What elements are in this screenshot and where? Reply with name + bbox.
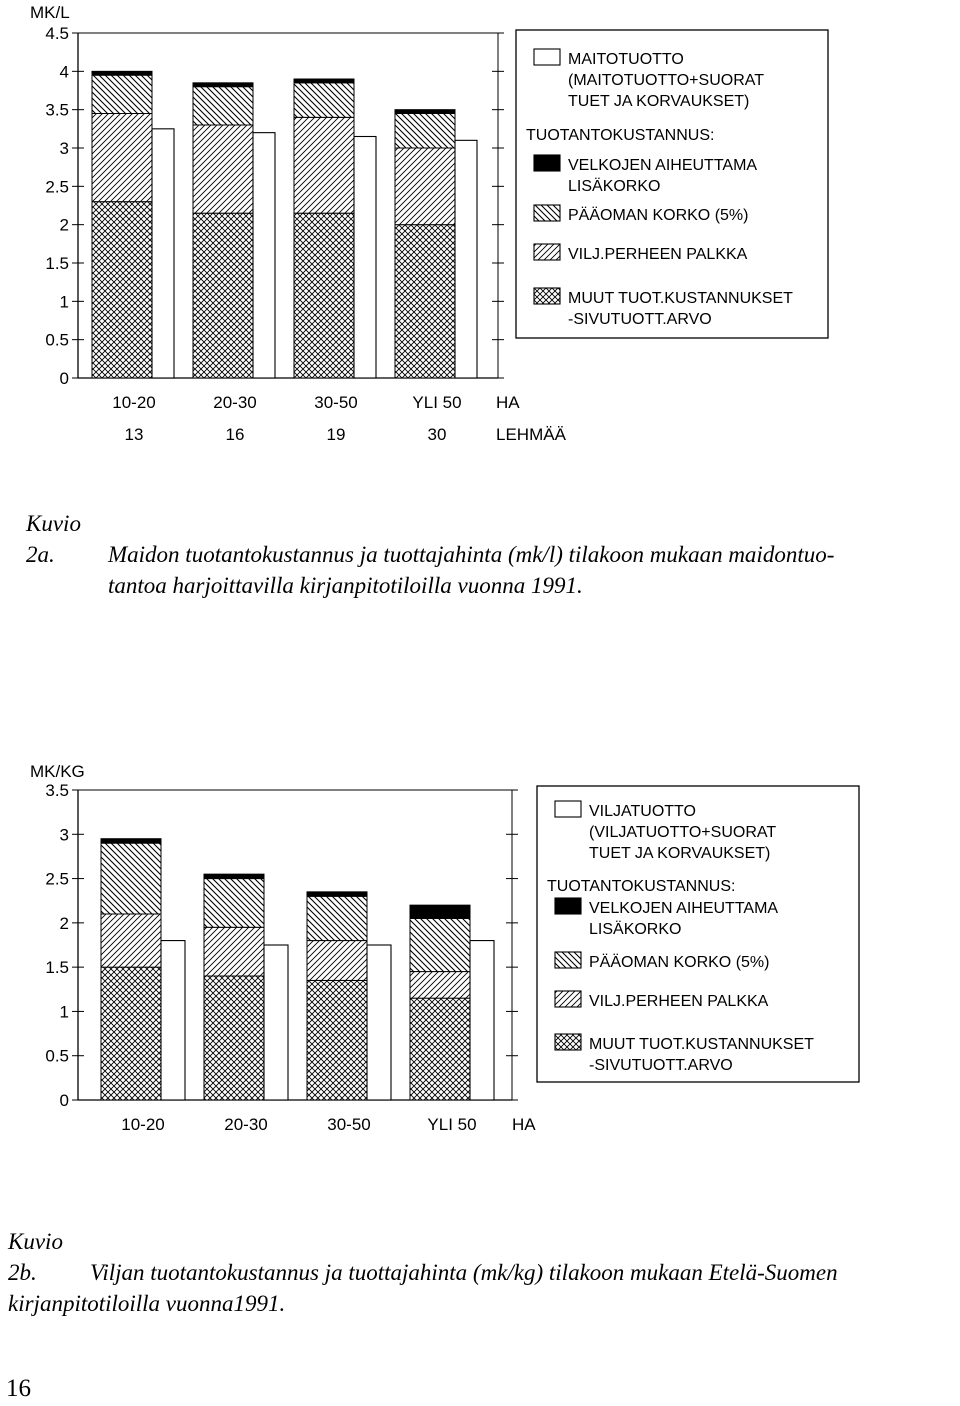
bar-segment xyxy=(294,83,354,118)
legend-swatch xyxy=(555,898,581,914)
y-tick-label: 1.5 xyxy=(45,254,69,273)
bar-segment xyxy=(101,843,161,914)
x-tick-label: 20-30 xyxy=(224,1115,268,1134)
y-tick-label: 0 xyxy=(59,1091,69,1110)
x-tick-sublabel: 16 xyxy=(225,425,245,444)
price-bar xyxy=(455,140,477,378)
y-tick-label: 2.5 xyxy=(45,177,69,197)
y-tick-label: 1.5 xyxy=(45,958,69,978)
bar-segment xyxy=(294,117,354,213)
bar-segment xyxy=(204,976,264,1100)
legend-label: LISÄKORKO xyxy=(589,921,682,938)
y-tick-label: 4.5 xyxy=(45,24,69,43)
bar-segment xyxy=(395,114,455,149)
y-tick-label: 0 xyxy=(59,369,69,388)
price-bar xyxy=(152,129,174,378)
bar-segment xyxy=(92,71,152,75)
bar-segment xyxy=(294,79,354,83)
legend-label: VELKOJEN AIHEUTTAMA xyxy=(568,157,758,174)
x-tick-sublabel: 19 xyxy=(326,425,346,444)
bar-segment xyxy=(193,213,253,378)
x-tick-label: YLI 50 xyxy=(427,1115,477,1134)
legend-swatch xyxy=(534,205,560,221)
bar-segment xyxy=(410,998,470,1100)
bar-segment xyxy=(101,839,161,843)
bar-segment xyxy=(101,967,161,1100)
x-axis-subunit: LEHMÄÄ xyxy=(496,425,566,444)
legend-label: VELKOJEN AIHEUTTAMA xyxy=(589,900,779,917)
caption-text-line2: kirjanpitotiloilla vuonna1991. xyxy=(8,1291,286,1316)
bar-segment xyxy=(410,905,470,918)
legend-label: TUET JA KORVAUKSET) xyxy=(568,93,750,110)
bar-segment xyxy=(294,213,354,378)
legend-swatch xyxy=(534,244,560,260)
y-tick-label: 2 xyxy=(59,215,69,235)
x-tick-label: 10-20 xyxy=(112,393,156,412)
caption-text-line2: tantoa harjoittavilla kirjanpitotiloilla vuonna 1991. xyxy=(108,573,583,598)
y-tick-label: 4 xyxy=(59,62,69,82)
bar-segment xyxy=(307,980,367,1100)
page-number: 16 xyxy=(6,1375,31,1402)
legend-label: VILJ.PERHEEN PALKKA xyxy=(568,246,748,263)
bar-segment xyxy=(92,202,152,378)
bar-segment xyxy=(204,879,264,928)
x-tick-label: YLI 50 xyxy=(412,393,462,412)
legend-label: VILJATUOTTO xyxy=(589,803,696,820)
bar-segment xyxy=(92,114,152,202)
bar-segment xyxy=(101,914,161,967)
legend-swatch xyxy=(555,991,581,1007)
caption-text-line1: Viljan tuotantokustannus ja tuottajahinta (mk/kg) tilakoon mukaan Etelä-Suomen xyxy=(90,1260,838,1285)
bar-segment xyxy=(395,225,455,378)
y-axis-label: MK/KG xyxy=(30,762,85,781)
x-tick-sublabel: 30 xyxy=(427,425,447,444)
caption-text-line1: Maidon tuotantokustannus ja tuottajahinta (mk/l) tilakoon mukaan maidontuo- xyxy=(108,542,835,567)
y-tick-label: 0.5 xyxy=(45,1046,69,1066)
x-tick-label: 20-30 xyxy=(213,393,257,412)
legend-label: (VILJATUOTTO+SUORAT xyxy=(589,824,777,841)
price-bar xyxy=(264,945,288,1100)
y-tick-label: 3.5 xyxy=(45,100,69,120)
y-tick-label: 1 xyxy=(59,292,69,312)
chart-vilja xyxy=(0,750,960,1200)
x-tick-sublabel: 13 xyxy=(124,425,144,444)
legend-swatch xyxy=(555,952,581,968)
legend-heading: TUOTANTOKUSTANNUS: xyxy=(547,878,736,895)
legend-label: MUUT TUOT.KUSTANNUKSET xyxy=(589,1036,814,1053)
y-tick-label: 0.5 xyxy=(45,330,69,350)
caption-label: Kuvio 2b. xyxy=(8,1229,63,1285)
legend-label: LISÄKORKO xyxy=(568,178,661,195)
y-tick-label: 3 xyxy=(59,139,69,158)
y-tick-label: 1 xyxy=(59,1002,69,1022)
price-bar xyxy=(367,945,391,1100)
bar-segment xyxy=(410,918,470,971)
legend-label: TUET JA KORVAUKSET) xyxy=(589,845,771,862)
legend-swatch xyxy=(534,288,560,304)
legend-heading: TUOTANTOKUSTANNUS: xyxy=(526,127,715,144)
figure-caption-2a xyxy=(26,508,946,601)
bar-segment xyxy=(307,892,367,896)
bar-segment xyxy=(307,941,367,981)
price-bar xyxy=(253,133,275,378)
bar-segment xyxy=(307,896,367,940)
y-tick-label: 2 xyxy=(59,913,69,933)
x-tick-label: 30-50 xyxy=(327,1115,371,1134)
bar-segment xyxy=(193,87,253,125)
x-tick-label: 10-20 xyxy=(121,1115,165,1134)
legend-swatch xyxy=(555,1034,581,1050)
legend-swatch xyxy=(555,801,581,817)
chart-maito xyxy=(0,0,960,470)
price-bar xyxy=(470,941,494,1100)
x-axis-unit: HA xyxy=(496,393,520,412)
legend-label: PÄÄOMAN KORKO (5%) xyxy=(568,207,749,224)
legend-swatch xyxy=(534,155,560,171)
bar-segment xyxy=(204,874,264,878)
figure-caption-2b xyxy=(8,1226,948,1319)
legend-label: VILJ.PERHEEN PALKKA xyxy=(589,993,769,1010)
legend-swatch xyxy=(534,49,560,65)
bar-segment xyxy=(92,75,152,113)
legend-label: MUUT TUOT.KUSTANNUKSET xyxy=(568,290,793,307)
legend-label: -SIVUTUOTT.ARVO xyxy=(589,1057,733,1074)
x-axis-unit: HA xyxy=(512,1115,536,1134)
price-bar xyxy=(354,137,376,379)
legend-label: MAITOTUOTTO xyxy=(568,51,684,68)
bar-segment xyxy=(395,110,455,114)
y-tick-label: 3 xyxy=(59,825,69,845)
y-tick-label: 3.5 xyxy=(45,781,69,800)
bar-segment xyxy=(395,148,455,225)
price-bar xyxy=(161,941,185,1100)
legend-label: (MAITOTUOTTO+SUORAT xyxy=(568,72,765,89)
bar-segment xyxy=(193,83,253,87)
bar-segment xyxy=(193,125,253,213)
bar-segment xyxy=(410,972,470,999)
bar-segment xyxy=(204,927,264,976)
caption-label: Kuvio 2a. xyxy=(26,511,81,567)
x-tick-label: 30-50 xyxy=(314,393,358,412)
y-axis-label: MK/L xyxy=(30,3,70,22)
legend-label: -SIVUTUOTT.ARVO xyxy=(568,311,712,328)
y-tick-label: 2.5 xyxy=(45,869,69,889)
legend-label: PÄÄOMAN KORKO (5%) xyxy=(589,954,770,971)
